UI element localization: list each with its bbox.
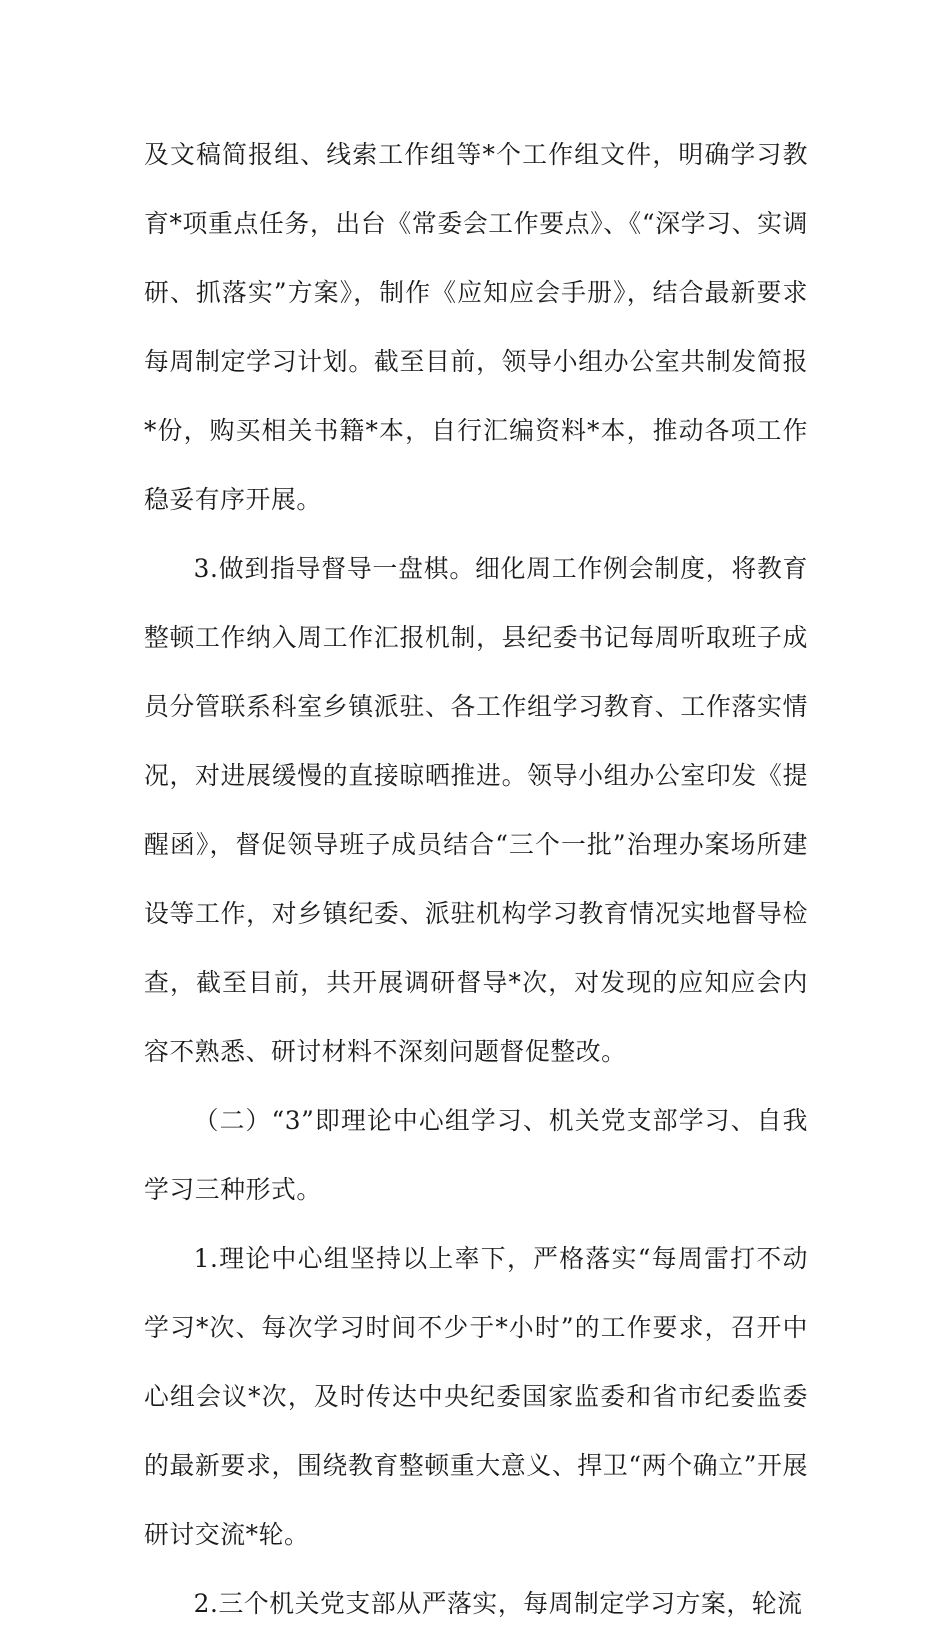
section-heading-two: （二）“3”即理论中心组学习、机关党支部学习、自我学习三种形式。 (144, 1106, 808, 1204)
paragraph-item-2-party-branch: 2.三个机关党支部从严落实，每周制定学习方案，轮流 (193, 1589, 803, 1618)
document-body (144, 120, 808, 1638)
paragraph-item-1-theory-group: 1.理论中心组坚持以上率下，严格落实“每周雷打不动学习*次、每次学习时间不少于*小时”的工作要求，召开中心组会议*次，及时传达中央纪委国家监委和省市纪委监委的最新要求，围绕教育整顿重大意义、捍卫“两个确立”开展研讨交流*轮。 (144, 1244, 808, 1549)
paragraph-continuation: 及文稿简报组、线索工作组等*个工作组文件，明确学习教育*项重点任务，出台《常委会工作要点》、《“深学习、实调研、抓落实”方案》，制作《应知应会手册》，结合最新要求每周制定学习计划。截至目前，领导小组办公室共制发简报*份，购买相关书籍*本，自行汇编资料*本，推动各项工作稳妥有序开展。 (144, 140, 808, 514)
paragraph-item-3-guidance: 3.做到指导督导一盘棋。细化周工作例会制度，将教育整顿工作纳入周工作汇报机制，县纪委书记每周听取班子成员分管联系科室乡镇派驻、各工作组学习教育、工作落实情况，对进展缓慢的直接晾晒推进。领导小组办公室印发《提醒函》，督促领导班子成员结合“三个一批”治理办案场所建设等工作，对乡镇纪委、派驻机构学习教育情况实地督导检查，截至目前，共开展调研督导*次，对发现的应知应会内容不熟悉、研讨材料不深刻问题督促整改。 (144, 554, 808, 1066)
